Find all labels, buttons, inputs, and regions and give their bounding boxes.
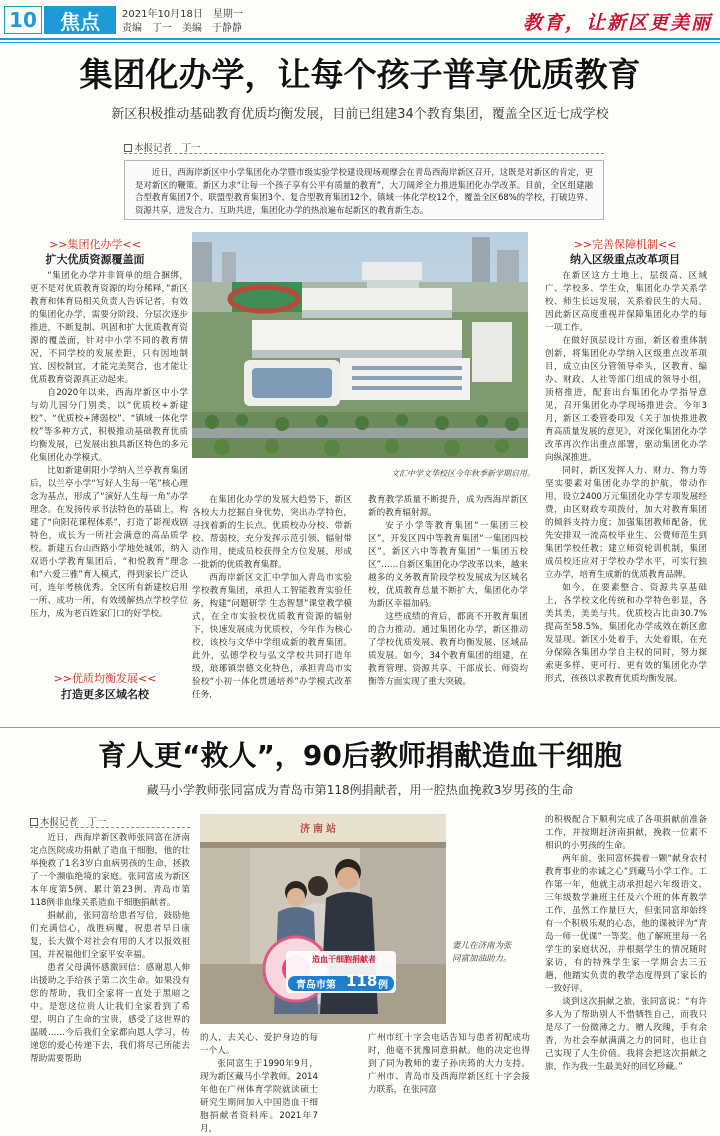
paragraph: 在集团化办学的发展大趋势下，新区各校大力挖掘自身优势，突出办学特色，寻找着新的生长点。优质校办分校、带新校、帮弱校，充分发挥示范引领、辐射带动作用，使成员校获得全方位发展，形成一批新的优质教育集群。	[192, 495, 352, 570]
right-kicker: >>完善保障机制<<	[573, 238, 677, 251]
story1-byline	[124, 140, 201, 154]
left-kicker-2-title: 打造更多区域名校	[61, 688, 149, 701]
editors: 责编 丁一 美编 于静静	[122, 23, 242, 34]
left-kicker-title: 扩大优质资源覆盖面	[45, 253, 145, 266]
paragraph: 自2020年以来，西海岸新区中小学与幼儿园分门别类，以“优质校+新建校”、“优质校+薄弱校”、“镇域一体化学校”等多种方式，积极推动基础教育优质均衡发展，已发展出独具新区特色的多元化集团化办学模式。	[30, 388, 188, 463]
story1-lead: 近日，西海岸新区中小学集团化办学暨市级实验学校建设现场观摩会在青岛西海岸新区召开，这既是对新区的肯定，更是对新区的鞭策。新区力求“让每一个孩子享有公平有质量的教育”，大刀阔斧全力推进集团化办学改革。目前，全区组建融合型教育集团7个、联盟型教育集团3个、复合型教育集团12个、镇域一体化学校12个，覆盖全区68%的学校，打破边界、资源共享，进发合力、互助共进，集团化办学的热浪遍布起新区的教育新生态。	[124, 160, 604, 220]
story1-mid-column-1	[192, 494, 352, 712]
byline-marker-icon	[30, 818, 38, 826]
donor-family-image	[200, 814, 446, 1024]
left-kicker-2: >>优质均衡发展<<	[53, 672, 157, 685]
byline-marker-icon	[124, 144, 132, 152]
donor-photo-caption: 妻儿在济南为张同富加油助力。	[452, 941, 512, 964]
photo-banner-text: 济南站	[300, 824, 339, 835]
paragraph: 在新区这方土地上，层级高、区域广、学校多、学生众，集团化办学关系学校、师生长远发展，关系着民生的大局。因此新区高度重视并保障集团化办学的每一项工作。	[545, 271, 707, 333]
byline-divider	[124, 153, 604, 154]
paragraph: 西海岸新区文汇中学加入青岛市实验学校教育集团，承担人工智能教育实验任务，构建“问题研学 生态智慧”课堂教学模式，在全市实验校优质教育资源的辐射下，快速发展成为优质校，今年作为核心校，该校与文华中学组成新的教育集团。此外，弘德学校与弘文学校共同打造年级，琅琊镇崇德文化特色，承担青岛市实验校“小初一体化贯通培养”办学模式改革任务，	[192, 573, 352, 700]
donor-family-photo	[200, 814, 446, 1024]
paragraph: 的人，去关心、爱护身边的每一个人。	[200, 1033, 318, 1056]
story1-left-column	[30, 270, 188, 648]
paragraph: 同时，新区发挥人力、财力、物力等坚实要素对集团化办学的护航，带动作用，设立2400万元集团化办学专项发展经费，由区财政专项拨付，加大对教育集团的倾斜支持力度；加强集团教师配备，优先安排双一流高校毕业生、公费师范生到集团学校任教；建立师资轮训机制，集团成员校还应对于学校办学水平，可实行独立办学，培育生成新的优质教育品牌。	[545, 466, 707, 580]
paragraph: 在做好顶层设计方面，新区着重体制创新，将集团化办学纳入区级重点改革项目，成立由区分管领导牵头，区教育、编办、财政、人社等部门组成的领导小组，顶格推进，配套出台集团化办学指导意见，召开集团化办学现场推进会。今年3月，新区工委管委印发《关于加快推进教育高质量发展的意见》，对深化集团化办学改革再次作出重点部署，驱动集团化办学向纵深推进。	[545, 336, 707, 463]
page-number: 10	[4, 6, 42, 34]
paragraph: 广州市红十字会电话告知与患者初配成功时，他毫不犹豫同意捐献。他的决定也得到了同为教师的妻子孙庆筠的大力支持。广州市、青岛市及西海岸新区红十字会接力联系，在张同富	[368, 1033, 530, 1095]
right-kicker-title: 纳入区级重点改革项目	[570, 253, 680, 266]
story1-right-column	[545, 270, 707, 715]
campus-photo	[192, 232, 528, 458]
slogan: 教育，让新区更美丽	[522, 12, 712, 34]
campus-photo-caption: 文汇中学文华校区今年秋季新学期启用。	[391, 469, 535, 478]
paragraph: 教育教学质量不断提升，成为西海岸新区新的教育辐射源。	[368, 495, 528, 518]
header-rule-thin	[0, 42, 720, 43]
byline-divider	[30, 827, 190, 828]
badge-city: 青岛市第	[296, 980, 336, 991]
story2-subheadline: 藏马小学教师张同富成为青岛市第118例捐献者，用一腔热血挽救3岁男孩的生命	[146, 783, 574, 797]
paragraph: 的积极配合下顺利完成了各项捐献前准备工作，并按期赶济南捐献，挽救一位素不相识的小男孩的生命。	[545, 815, 707, 851]
issue-date: 2021年10月18日 星期一	[122, 9, 243, 20]
badge-title: 造血干细胞捐献者	[312, 955, 376, 964]
header-rule	[0, 38, 720, 40]
story2-column-1	[30, 832, 190, 1095]
story1-subheadline: 新区积极推动基础教育优质均衡发展，目前已组建34个教育集团，覆盖全区近七成学校	[111, 107, 609, 122]
paragraph: 张同富生于1990年9月，现为新区藏马小学教师。2014年他在广州体育学院就读硕士研究生期间加入中国造血干细胞捐献者资料库。2021年7月，	[200, 1059, 318, 1134]
story1-mid-column-2	[368, 494, 528, 712]
paragraph: 近日，西海岸新区教师张同富在济南定点医院成功捐献了造血干细胞，他的壮举挽救了1名3岁白血病男孩的生命，拯救了一个濒临绝境的家庭。张同富成为新区本年度第5例、累计第23例、青岛市第118例非血缘关系造血干细胞捐献者。	[30, 833, 190, 908]
badge-unit: 例	[378, 980, 388, 991]
paragraph: 两年前，张同富怀揣着一颗“献身农村教育事业的赤诚之心”到藏马小学工作。工作第一年，他就主动承担起六年级语文、三年级数学兼班主任及六个班的体育教学工作，虽然工作量巨大，但张同富却始终有一个积极乐观的心态，他的课被评为“青岛一师一优课”一等奖。他了解班里每一名学生的家庭状况，并根据学生的情况随时家访，有的特殊学生家一学期会去三五趟，他踏实负责的教学态度得到了家长的一致好评。	[545, 854, 707, 994]
paragraph: 比如新建朝阳小学纳入兰亭教育集团后，以兰亭小学“写好人生每一笔”核心理念为基点，形成了“演好人生每一角”办学理念。在发扬传承书法特色的基础上，构建了“向阳花课程体系”，打造了影视戏剧特色，成长为一所社会满意的高品质学校。新建五台山西路小学地处城郊，纳入双语小学教育集团后，“和悦教育”理念和“六爱三雅”育人模式，得到家长广泛认可，连年考核优秀。全区所有新建校启用一所、成功一所，有效缓解热点学校学位压力，成为老百姓家门口的好学校。	[30, 466, 188, 619]
paragraph: 安子小学等教育集团“一集团三校区”，开发区四中等教育集团“一集团四校区”，新区六中等教育集团“一集团五校区”……自新区集团化办学改革以来，越来越多的义务教育阶段学校发展成为区域名校，优质教育总量不断扩大，集团化办学为新区幸福加码。	[368, 521, 528, 609]
paragraph: 谈到这次捐献之旅，张同富说：“有许多人为了帮助别人不惜牺牲自己，而我只是尽了一份微薄之力。赠人玫瑰，手有余香，为社会奉献满满之力的同时，也让自己实现了人生价值。我将会把这次捐献之旅，作为我一生最美好的回忆珍藏。”	[545, 997, 707, 1072]
section-label: 焦点	[44, 6, 116, 34]
paragraph: 这些成绩的背后，都离不开教育集团的合力推动。通过集团化办学，新区推动了学校优质发展、教育均衡发展、区域品质发展。如今，34个教育集团的组建，在教育管理、资源共享、干部成长、师资均衡等方面实现了重大突破。	[368, 612, 528, 687]
story2-byline-text: 本报记者 丁一	[40, 817, 107, 828]
story1-headline: 集团化办学，让每个孩子普享优质教育	[79, 55, 641, 94]
paragraph: “集团化办学并非简单的组合捆绑，更不是对优质教育资源的均分稀释，”新区教育和体育局相关负责人告诉记者，有效的集团化办学，需要分阶段、分层次逐步推进，不断复制、巩固和扩大优质教育资源的覆盖面，针对中小学不同的教育情况，不同学校的发展差距，只有因地制宜、因校制宜，才能完美契合，也才能让优质教育资源真正动起来。	[30, 271, 188, 385]
story-separator	[0, 727, 720, 728]
left-kicker: >>集团化办学<<	[49, 238, 141, 251]
badge-number: 118	[346, 972, 378, 990]
story2-column-3	[368, 1032, 530, 1095]
paragraph: 如今，在要素整合、资源共享基础上，各学校文化传统和办学特色彰显，各美其美，美美与共。优质校占比由30.7%提高至58.5%，集团化办学成效在新区愈发显现。新区小处着手，大处着眼，在充分保障各集团办学自主权的同时，努力探索更多样、更可行、更有效的集团化办学形式，孩孩以求教育优质均衡发展。	[545, 583, 707, 684]
story2-byline	[30, 814, 107, 828]
story2-column-2	[200, 1032, 318, 1134]
story1-byline-text: 本报记者 丁一	[134, 143, 201, 154]
story2-column-4	[545, 814, 707, 1095]
paragraph: 患者父母满怀感激回信：感谢恩人伸出援助之手给孩子第二次生命。如果没有您的帮助，我们全家将一直处于黑暗之中。是您这位贵人让我们全家看到了希望，明白了生命的宝贵，感受了这世界的温暖……今后我们全家都向恩人学习，传递您的爱心传递下去，我们将尽己所能去帮助需要帮助	[30, 963, 190, 1064]
campus-aerial-image	[192, 232, 528, 458]
story2-headline: 育人更“救人”，90后教师捐献造血干细胞	[98, 739, 622, 772]
paragraph: 捐献前，张同富给患者写信，鼓励他们充满信心，战胜病魔，祝患者早日康复，长大做个对社会有用的人才以报效祖国，并祝福他们全家平安幸福。	[30, 911, 190, 960]
